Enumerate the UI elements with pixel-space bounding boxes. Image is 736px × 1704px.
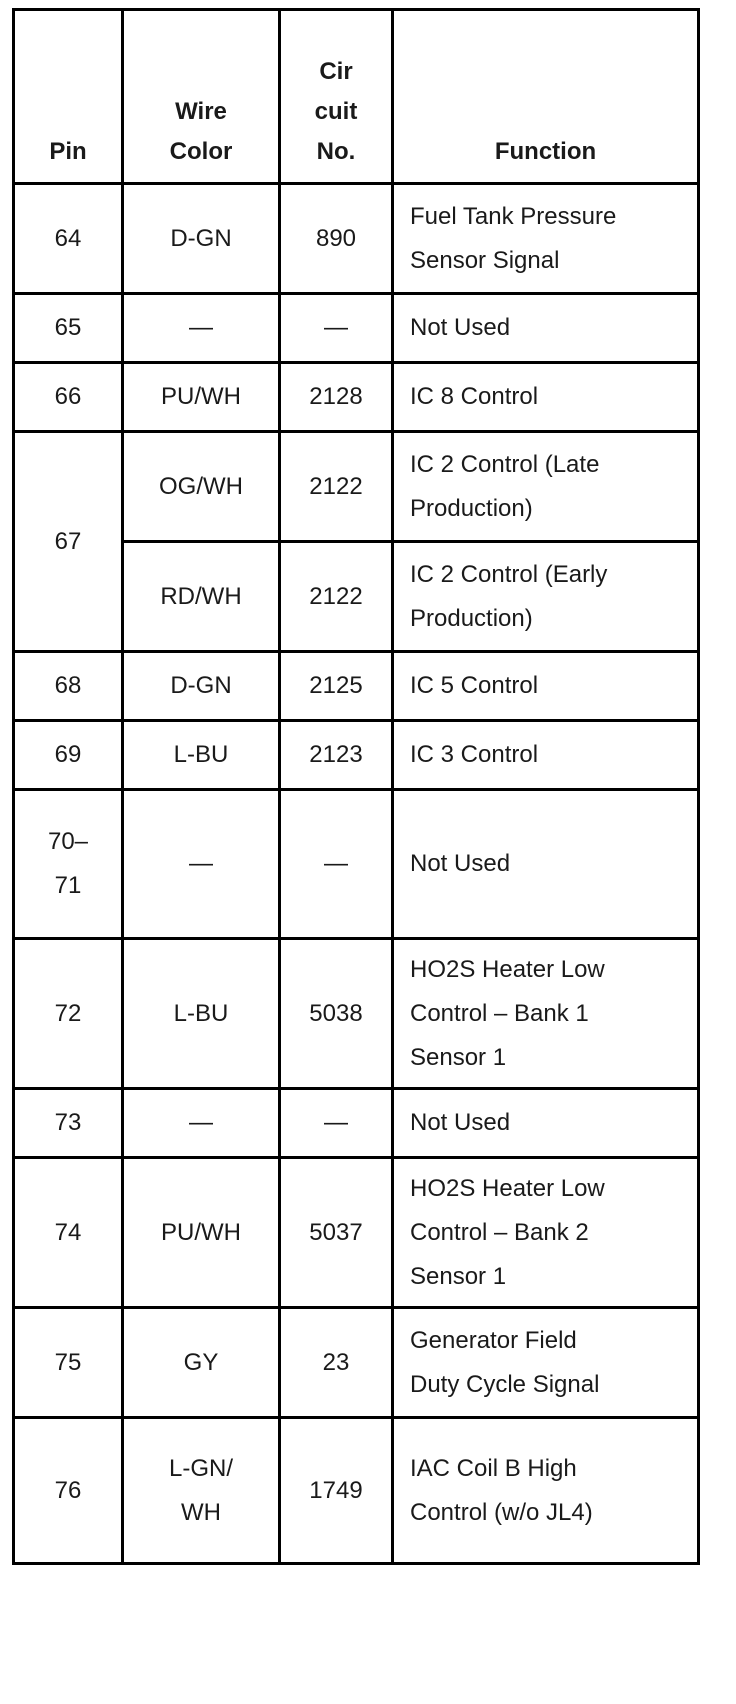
table-row — [14, 1089, 699, 1158]
function-cell: Fuel Tank Pressure Sensor Signal — [393, 184, 699, 294]
wire-color-cell: OG/WH — [123, 432, 280, 542]
circuit-cell: 1749 — [280, 1418, 393, 1564]
wire-color-cell: — — [123, 790, 280, 939]
circuit-cell: 2125 — [280, 652, 393, 721]
table-row — [14, 184, 699, 294]
header-row — [14, 10, 699, 184]
table-row — [14, 1308, 699, 1418]
table-row — [14, 1158, 699, 1308]
wire-color-cell: L-GN/ WH — [123, 1418, 280, 1564]
circuit-cell: 23 — [280, 1308, 393, 1418]
pin-cell: 76 — [14, 1418, 123, 1564]
wire-color-cell: GY — [123, 1308, 280, 1418]
table-row — [14, 721, 699, 790]
circuit-cell: 5037 — [280, 1158, 393, 1308]
table-row — [14, 1418, 699, 1564]
pin-cell: 68 — [14, 652, 123, 721]
function-cell: Not Used — [393, 294, 699, 363]
function-cell: Not Used — [393, 790, 699, 939]
wire-color-cell: D-GN — [123, 652, 280, 721]
wire-color-cell: — — [123, 1089, 280, 1158]
circuit-cell: 2128 — [280, 363, 393, 432]
function-cell: Not Used — [393, 1089, 699, 1158]
pin-cell: 67 — [14, 432, 123, 652]
pin-cell: 69 — [14, 721, 123, 790]
circuit-cell: — — [280, 1089, 393, 1158]
pin-cell: 74 — [14, 1158, 123, 1308]
header-wire-color: Wire Color — [123, 10, 280, 184]
circuit-cell: 2122 — [280, 432, 393, 542]
pin-cell: 72 — [14, 939, 123, 1089]
wire-color-cell: PU/WH — [123, 1158, 280, 1308]
pin-cell: 73 — [14, 1089, 123, 1158]
function-cell: HO2S Heater Low Control – Bank 1 Sensor 1 — [393, 939, 699, 1089]
wire-color-cell: L-BU — [123, 721, 280, 790]
wire-color-cell: D-GN — [123, 184, 280, 294]
wire-color-cell: RD/WH — [123, 542, 280, 652]
function-cell: IC 5 Control — [393, 652, 699, 721]
header-circuit-no: Cir cuit No. — [280, 10, 393, 184]
pin-cell: 70– 71 — [14, 790, 123, 939]
function-cell: IC 8 Control — [393, 363, 699, 432]
table-row — [14, 432, 699, 542]
table-row — [14, 652, 699, 721]
pin-cell: 75 — [14, 1308, 123, 1418]
wire-color-cell: L-BU — [123, 939, 280, 1089]
function-cell: IC 2 Control (Late Production) — [393, 432, 699, 542]
wire-color-cell: — — [123, 294, 280, 363]
circuit-cell: 890 — [280, 184, 393, 294]
table-row — [14, 294, 699, 363]
pin-cell: 64 — [14, 184, 123, 294]
circuit-cell: 2123 — [280, 721, 393, 790]
function-cell: IC 2 Control (Early Production) — [393, 542, 699, 652]
circuit-cell: 5038 — [280, 939, 393, 1089]
pin-cell: 65 — [14, 294, 123, 363]
table-row — [14, 790, 699, 939]
circuit-cell: — — [280, 294, 393, 363]
wire-color-cell: PU/WH — [123, 363, 280, 432]
pin-cell: 66 — [14, 363, 123, 432]
function-cell: HO2S Heater Low Control – Bank 2 Sensor 1 — [393, 1158, 699, 1308]
function-cell: IC 3 Control — [393, 721, 699, 790]
circuit-cell: — — [280, 790, 393, 939]
function-cell: Generator Field Duty Cycle Signal — [393, 1308, 699, 1418]
function-cell: IAC Coil B High Control (w/o JL4) — [393, 1418, 699, 1564]
circuit-cell: 2122 — [280, 542, 393, 652]
header-function: Function — [393, 10, 699, 184]
header-pin: Pin — [14, 10, 123, 184]
table-row — [14, 939, 699, 1089]
pin-table — [12, 8, 700, 1565]
table-row — [14, 363, 699, 432]
